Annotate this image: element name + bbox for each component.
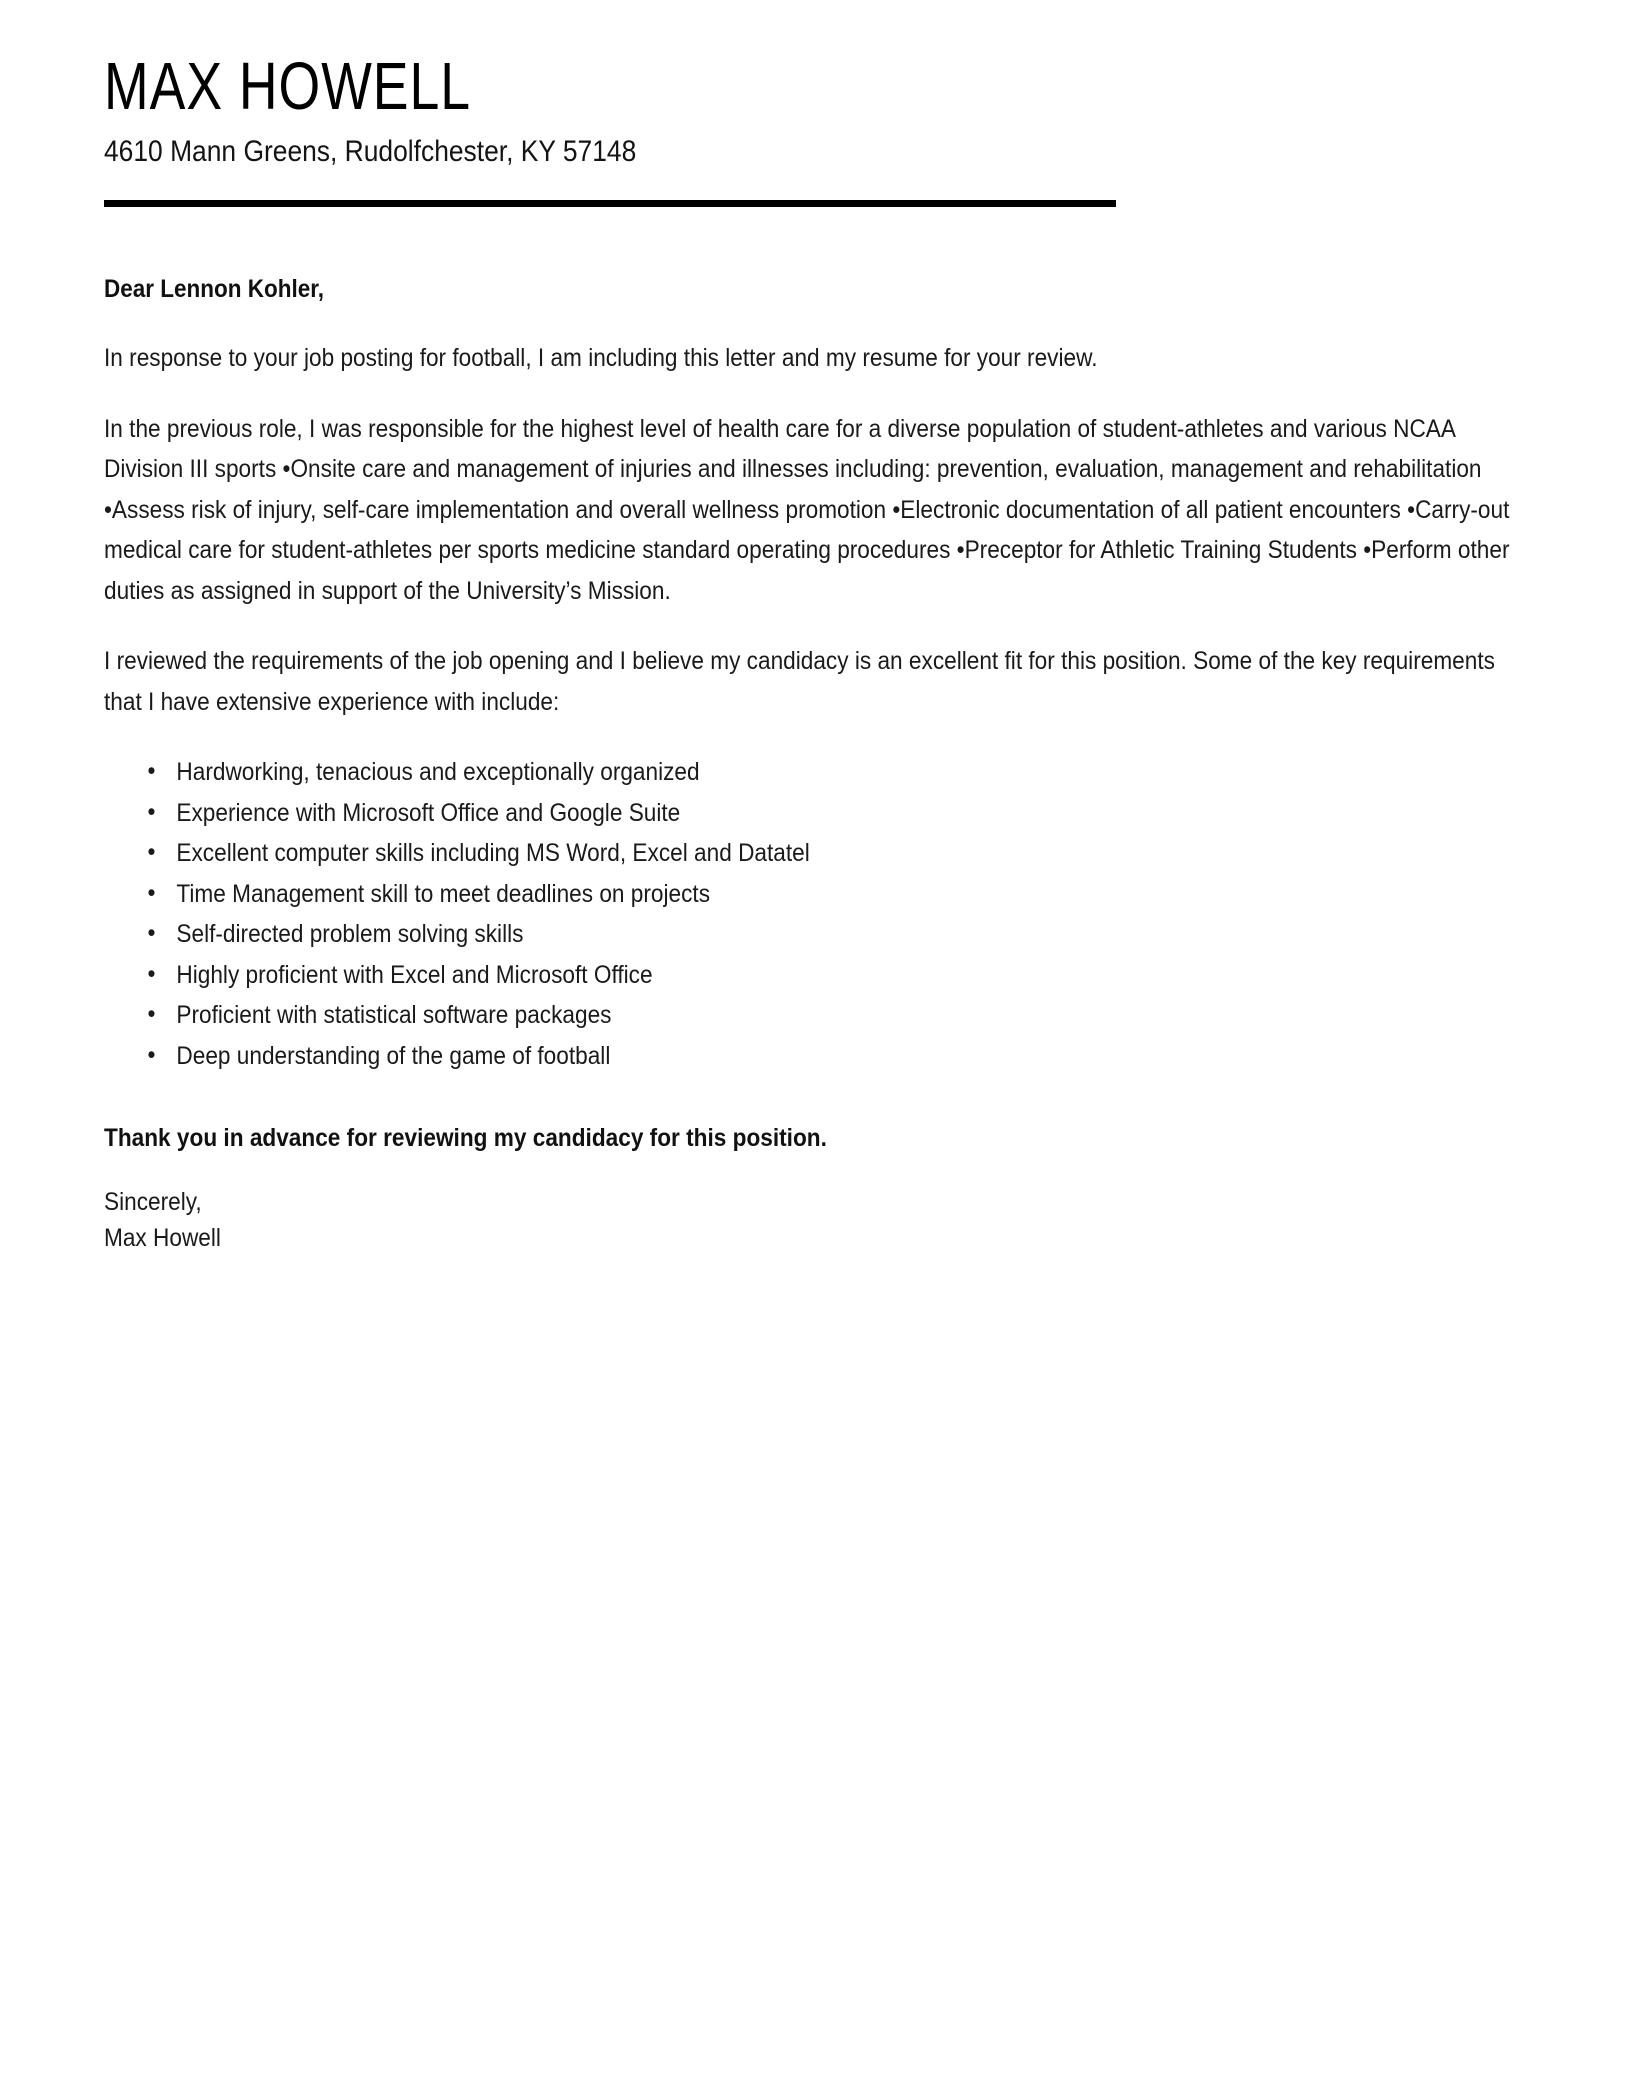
list-item: • Proficient with statistical software packages: [146, 999, 1558, 1040]
list-item: • Time Management skill to meet deadlines on projects: [146, 878, 1558, 919]
list-item: • Experience with Microsoft Office and Google Suite: [146, 797, 1558, 838]
experience-paragraph: In the previous role, I was responsible for the highest level of health care for a diverse population of student-athletes and various NCAA Division III sports •Onsite care and management of injuries and illnesses including: prevention, evaluation, management and rehabilitation •Assess risk of injury, self-care implementation and overall wellness promotion •Electronic documentation of all patient encounters •Carry-out medical care for student-athletes per sports medicine standard operating procedures •Preceptor for Athletic Training Students •Perform other duties as assigned in support of the University’s Mission.: [104, 414, 1510, 605]
signoff-block: [104, 1185, 1398, 1256]
list-item: • Deep understanding of the game of football: [146, 1040, 1558, 1081]
list-item: • Excellent computer skills including MS Word, Excel and Datatel: [146, 837, 1558, 878]
intro-paragraph: In response to your job posting for football, I am including this letter and my resume for your review.: [104, 344, 1098, 373]
signature-name: Max Howell: [104, 1223, 221, 1252]
header-divider-rule: [104, 200, 1116, 207]
skills-list: [104, 756, 1557, 1080]
letter-header: [104, 0, 1534, 207]
letter-content: [104, 0, 1534, 1256]
candidate-name: MAX HOWELL: [104, 49, 472, 124]
requirements-paragraph: I reviewed the requirements of the job opening and I believe my candidacy is an excellent fit for this position. Some of the key requirements that I have extensive experience with include:: [104, 647, 1495, 716]
closing-line: Sincerely,: [104, 1188, 202, 1217]
list-item: • Self-directed problem solving skills: [146, 918, 1558, 959]
list-item: • Hardworking, tenacious and exceptionally organized: [146, 756, 1558, 797]
list-item: • Highly proficient with Excel and Microsoft Office: [146, 959, 1558, 1000]
thank-you-line: Thank you in advance for reviewing my candidacy for this position.: [104, 1124, 827, 1153]
candidate-address: 4610 Mann Greens, Rudolfchester, KY 57148: [104, 135, 637, 169]
letter-body: [104, 275, 1534, 1256]
salutation: Dear Lennon Kohler,: [104, 275, 325, 304]
